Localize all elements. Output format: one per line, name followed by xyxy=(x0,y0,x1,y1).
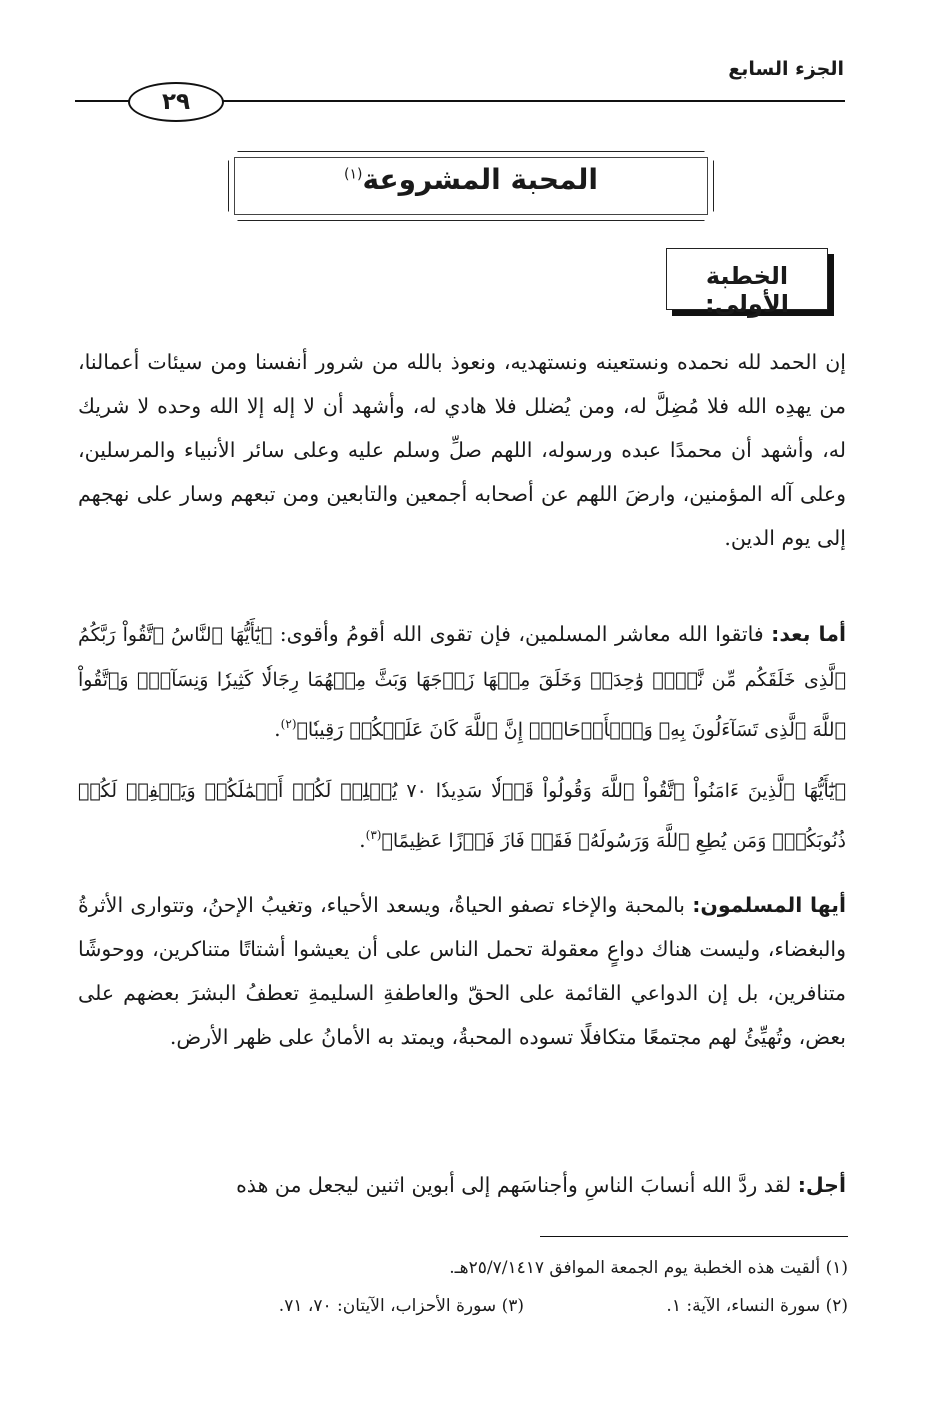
quran-verse-nisa: ﴿يَٰٓأَيُّهَا ٱلنَّاسُ ٱتَّقُواْ رَبَّكُمُ ٱلَّذِى خَلَقَكُم مِّن نَّفۡسٖ وَٰحِدَةٖ وَخَلَقَ مِنۡهَا زَوۡجَهَا وَبَثَّ مِنۡهُمَا رِجَالٗا كَثِيرٗا وَنِسَآءٗۚ وَٱتَّقُواْ ٱللَّهَ ٱلَّذِى تَسَآءَلُونَ بِهِۦ وَٱلۡأَرۡحَامَۚ إِنَّ ٱللَّهَ كَانَ عَلَيۡكُمۡ رَقِيبٗا﴾ xyxy=(78,624,846,741)
paragraph-muslimun xyxy=(78,883,846,1059)
quran-verse-ahzab: ﴿يَٰٓأَيُّهَا ٱلَّذِينَ ءَامَنُواْ ٱتَّقُواْ ٱللَّهَ وَقُولُواْ قَوۡلٗا سَدِيدٗا ٧٠ يُصۡلِحۡ لَكُمۡ أَعۡمَٰلَكُمۡ وَيَغۡفِرۡ لَكُمۡ ذُنُوبَكُمۡۗ وَمَن يُطِعِ ٱللَّهَ وَرَسُولَهُۥ فَقَدۡ فَازَ فَوۡزًا عَظِيمًا﴾ xyxy=(78,780,846,852)
footnote-3: (٣) سورة الأحزاب، الآيتان: ٧٠، ٧١. xyxy=(278,1296,524,1316)
title-footnote-mark: (١) xyxy=(344,166,363,183)
footnote-ref-2: (٢) xyxy=(280,717,297,731)
footnote-2: (٢) سورة النساء، الآية: ١. xyxy=(666,1296,848,1316)
footnote-1: (١) ألقيت هذه الخطبة يوم الجمعة الموافق ٢٥/٧/١٤١٧هـ. xyxy=(449,1258,848,1278)
page-title xyxy=(228,163,714,196)
paragraph-text: لقد ردَّ الله أنسابَ الناسِ وأجناسَهم إلى أبوين اثنين ليجعل من هذه xyxy=(236,1173,792,1197)
page-number: ٢٩ xyxy=(128,82,224,122)
paragraph-text: فاتقوا الله معاشر المسلمين، فإن تقوى الله أقومُ وأقوى: xyxy=(279,622,764,646)
footnote-rule xyxy=(540,1236,848,1237)
footnote-ref-3: (٣) xyxy=(365,828,382,842)
paragraph-text: بالمحبة والإخاء تصفو الحياةُ، ويسعد الأحياء، وتغيبُ الإحنُ، وتتوارى الأثرةُ والبغضاء، وليست هناك دواعٍ معقولة تحمل الناس على أن يعيشوا أشتاتًا متناكرين، ووحوشًا متنافرين، بل إن الدواعي القائمة على الحقّ والعاطفةِ السليمةِ تعطفُ البشرَ بعضهم على بعض، وتُهيِّئُ لهم مجتمعًا متكافلًا تسوده المحبةُ، ويمتد به الأمانُ على ظهر الأرض. xyxy=(78,893,846,1049)
paragraph-verse-ahzab: ﴿يَٰٓأَيُّهَا ٱلَّذِينَ ءَامَنُواْ ٱتَّقُواْ ٱللَّهَ وَقُولُواْ قَوۡلٗا سَدِيدٗا ٧٠ يُصۡلِحۡ لَكُمۡ أَعۡمَٰلَكُمۡ وَيَغۡفِرۡ لَكُمۡ ذُنُوبَكُمۡۗ وَمَن يُطِعِ ٱللَّهَ وَرَسُولَهُۥ فَقَدۡ فَازَ فَوۡزًا عَظِيمًا﴾$^{(٣)}$. xyxy=(78,780,846,852)
paragraph-lead: أيها المسلمون: xyxy=(692,893,846,917)
paragraph-lead: أجل: xyxy=(797,1173,846,1197)
running-title: الجزء السابع xyxy=(728,58,844,80)
section-heading: الخطبة الأولى: xyxy=(705,262,789,318)
paragraph-lead: أما بعد: xyxy=(771,622,846,646)
page-title-text: المحبة المشروعة xyxy=(362,163,598,196)
paragraph-ajal xyxy=(78,1163,846,1207)
paragraph-amma-baad: أما بعد: فاتقوا الله معاشر المسلمين، فإن تقوى الله أقومُ وأقوى: ﴿يَٰٓأَيُّهَا ٱلنَّاسُ ٱتَّقُواْ رَبَّكُمُ ٱلَّذِى خَلَقَكُم مِّن نَّفۡسٖ وَٰحِدَةٖ وَخَلَقَ مِنۡهَا زَوۡجَهَا وَبَثَّ مِنۡهُمَا رِجَالٗا كَثِيرٗا وَنِسَآءٗۚ وَٱتَّقُواْ ٱللَّهَ ٱلَّذِى تَسَآءَلُونَ بِهِۦ وَٱلۡأَرۡحَامَۚ إِنَّ ٱللَّهَ كَانَ عَلَيۡكُمۡ رَقِيبٗا﴾$^{(٢)}$. xyxy=(78,622,846,741)
paragraph-opening: إن الحمد لله نحمده ونستعينه ونستهديه، ونعوذ بالله من شرور أنفسنا ومن سيئات أعمالنا، من يهدِه الله فلا مُضِلَّ له، ومن يُضلل فلا هادي له، وأشهد أن لا إله إلا الله وحده لا شريك له، وأشهد أن محمدًا عبده ورسوله، اللهم صلِّ وسلم عليه وعلى سائر الأنبياء والمرسلين، وعلى آله المؤمنين، وارضَ اللهم عن أصحابه أجمعين والتابعين ومن تبعهم وسار على نهجهم إلى يوم الدين. xyxy=(78,350,846,550)
